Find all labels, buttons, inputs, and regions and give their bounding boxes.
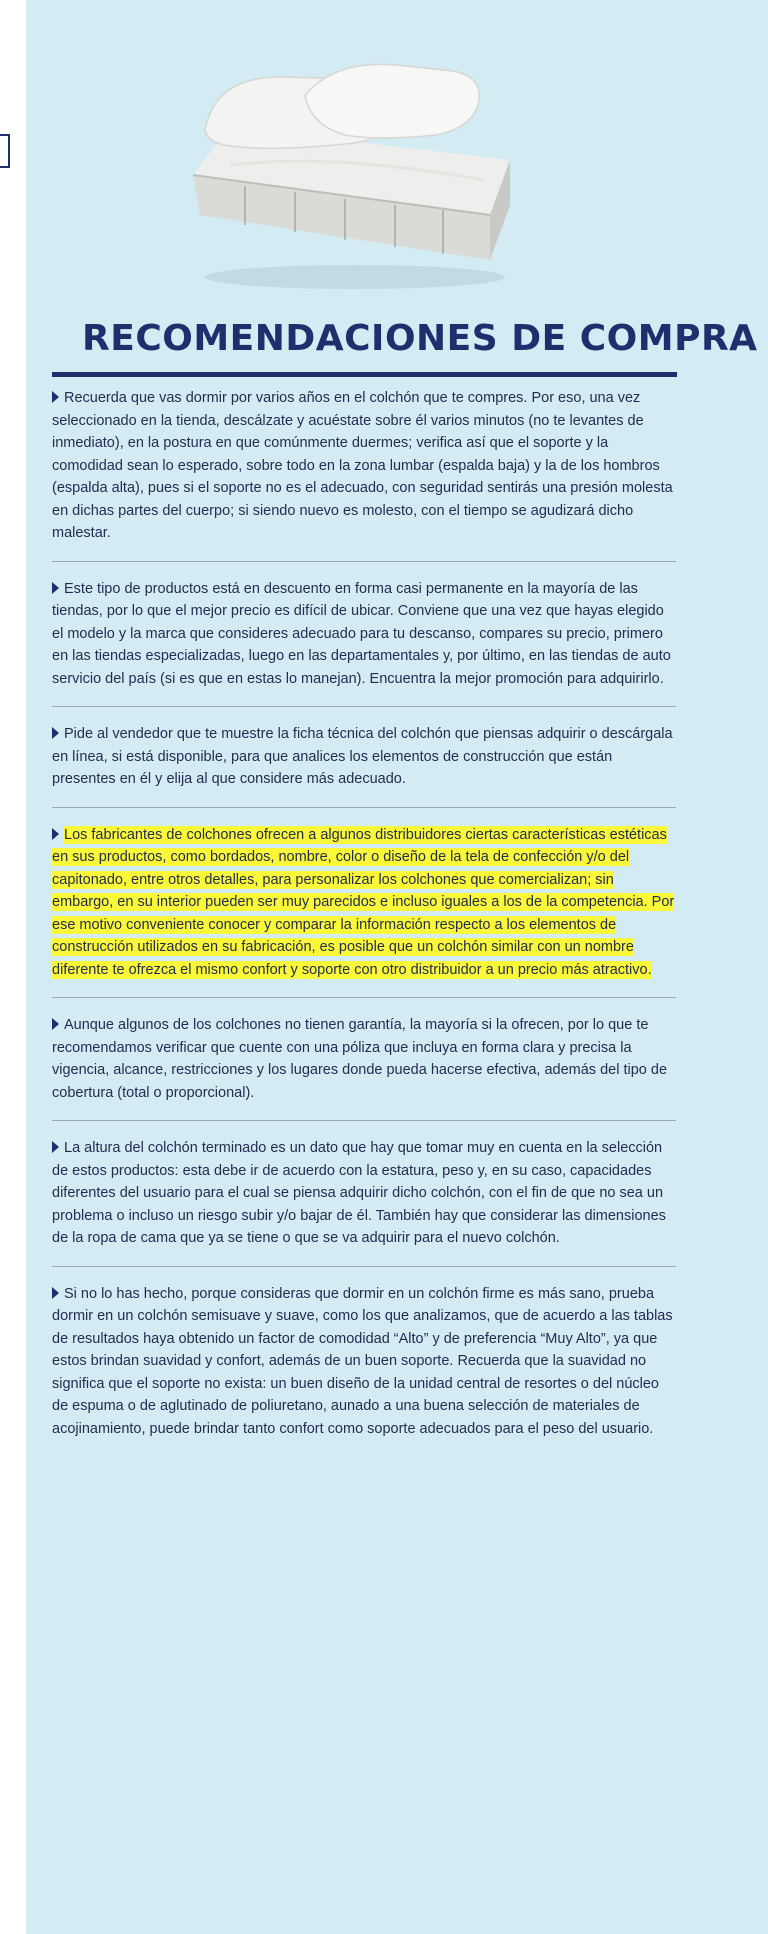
bullet-arrow-icon bbox=[52, 582, 59, 594]
recommendation-text: Aunque algunos de los colchones no tienen garantía, la mayoría si la ofrecen, por lo que te recomendamos verificar que cuente con una póliza que incluya en forma clara y precisa la vigencia, alcance, restricciones y los lugares donde pueda hacerse efectiva, además del tipo de cobertura (total o proporcional). bbox=[52, 1017, 668, 1101]
recommendation-item bbox=[52, 1014, 676, 1121]
bullet-arrow-icon bbox=[52, 1141, 59, 1153]
recommendation-item bbox=[52, 1283, 676, 1457]
recommendation-item bbox=[52, 723, 676, 808]
bullet-arrow-icon bbox=[52, 828, 59, 840]
recommendation-text: Si no lo has hecho, porque consideras que dormir en un colchón firme es más sano, prueba dormir en un colchón semisuave y suave, como los que analizamos, que de acuerdo a las tablas de resultados haya obtenido un factor de comodidad “Alto” y de preferencia “Muy Alto”, ya que estos brindan suavidad y confort, además de un buen soporte. Recuerda que la suavidad no significa que el soporte no exista: un buen diseño de la unidad central de resortes o del núcleo de espuma o de aglutinado de poliuretano, aunado a una buena selección de materiales de acojinamiento, puede brindar tanto confort como soporte adecuados para el peso del usuario. bbox=[52, 1285, 673, 1437]
page-margin bbox=[0, 0, 26, 1934]
section-title: RECOMENDACIONES DE COMPRA bbox=[82, 318, 758, 359]
bullet-arrow-icon bbox=[52, 1287, 59, 1299]
recommendation-text: Este tipo de productos está en descuento en forma casi permanente en la mayoría de las tiendas, por lo que el mejor precio es difícil de ubicar. Conviene que una vez que hayas elegido el modelo y la marca que consideres adecuado para tu descanso, compares su precio, primero en las tiendas especializadas, luego en las departamentales y, por último, en las tiendas de auto servicio del país (si es que en estas lo manejan). Encuentra la mejor promoción para adquirirlo. bbox=[52, 580, 671, 687]
recommendation-item bbox=[52, 1137, 676, 1267]
recommendation-text: Pide al vendedor que te muestre la ficha técnica del colchón que piensas adquirir o descárgala en línea, si está disponible, para que analices los elementos de construcción que están presentes en él y elija al que considere más adecuado. bbox=[52, 726, 673, 787]
bullet-arrow-icon bbox=[52, 727, 59, 739]
bullet-arrow-icon bbox=[52, 1018, 59, 1030]
recommendation-item bbox=[52, 578, 676, 708]
bullet-arrow-icon bbox=[52, 391, 59, 403]
title-underline bbox=[52, 372, 677, 377]
recommendation-text: La altura del colchón terminado es un dato que hay que tomar muy en cuenta en la selección de estos productos: esta debe ir de acuerdo con la estatura, peso y, en su caso, capacidades diferentes del usuario para el cual se piensa adquirir dicho colchón, con el fin de que no sea un problema o incluso un riesgo subir y/o bajar de él. También hay que considerar las dimensiones de la ropa de cama que ya se tiene o que se va adquirir para el nuevo colchón. bbox=[52, 1140, 666, 1246]
recommendation-item-highlighted bbox=[52, 824, 676, 999]
recommendation-item bbox=[52, 387, 676, 562]
highlighted-recommendation-text: Los fabricantes de colchones ofrecen a algunos distribuidores ciertas características estéticas en sus productos, como bordados, nombre, color o diseño de la tela de confección y/o del capitonado, entre otros detalles, para personalizar los colchones que comercializan; sin embargo, en su interior pueden ser muy parecidos e incluso iguales a los de la competencia. Por ese motivo conveniente conocer y comparar la información respecto a los elementos de construcción utilizados en su fabricación, es posible que un colchón similar con un nombre diferente te ofrezca el mismo confort y soporte con otro distribuidor a un precio más atractivo. bbox=[52, 826, 675, 978]
recommendation-text: Recuerda que vas dormir por varios años en el colchón que te compres. Por eso, una vez seleccionado en la tienda, descálzate y acuéstate sobre él varios minutos (no te levantes de inmediato), en la postura en que comúnmente duermes; verifica así que el soporte y la comodidad sean lo esperado, sobre todo en la zona lumbar (espalda baja) y la de los hombros (espalda alta), pues si el soporte no es el adecuado, con seguridad sentirás una presión molesta en dichas partes del cuerpo; si siendo nuevo es molesto, con el tiempo se agudizará dicho malestar. bbox=[52, 390, 673, 541]
page-edge-marker bbox=[0, 134, 10, 168]
mattress-illustration bbox=[185, 55, 515, 305]
recommendations-list bbox=[52, 387, 676, 1456]
